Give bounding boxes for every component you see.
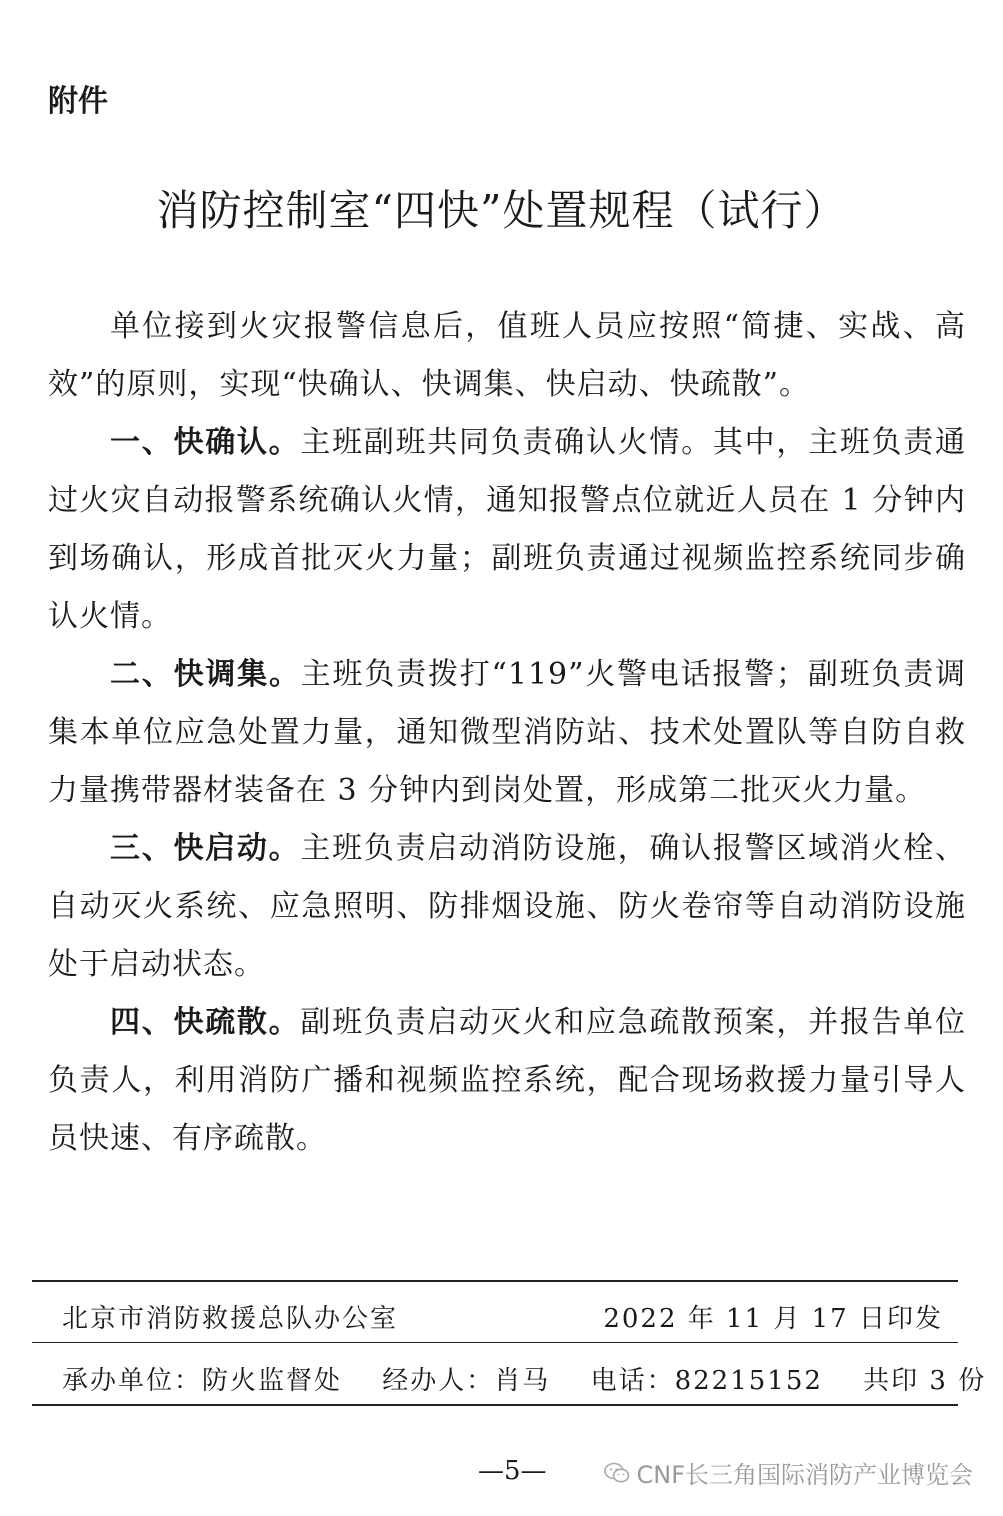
paragraph-text: 主班副班共同负责确认火情。其中，主班负责通过火灾自动报警系统确认火情，通知报警点位就近人员在 1 分钟内到场确认，形成首批灭火力量；副班负责通过视频监控系统同步确认火情。 (48, 425, 967, 634)
paragraph-heading: 四、快疏散。 (110, 1005, 301, 1040)
contact-handler: 经办人：肖马 (382, 1366, 551, 1396)
paragraph-heading: 二、快调集。 (110, 657, 301, 692)
footer-rule-middle (32, 1342, 958, 1343)
watermark (604, 1455, 973, 1490)
paragraph-heading: 三、快启动。 (110, 831, 301, 866)
contact-copies: 共印 3 份 (863, 1366, 987, 1396)
paragraph-intro (48, 298, 966, 414)
issued-date: 2022 年 11 月 17 日印发 (603, 1304, 943, 1334)
footer-rule-top (32, 1280, 958, 1282)
paragraph-text: 单位接到火灾报警信息后，值班人员应按照“简捷、实战、高效”的原则，实现“快确认、快调集、快启动、快疏散”。 (48, 309, 966, 402)
paragraph-dispatch (48, 646, 966, 820)
paragraph-text: 副班负责启动灭火和应急疏散预案，并报告单位负责人，利用消防广播和视频监控系统，配合现场救援力量引导人员快速、有序疏散。 (48, 1005, 967, 1156)
footer-rule-bottom (32, 1404, 958, 1406)
paragraph-heading: 一、快确认。 (110, 425, 301, 460)
document-body (48, 298, 966, 1168)
page-number: —5— (478, 1456, 547, 1486)
contact-line (62, 1360, 1003, 1397)
paragraph-text: 主班负责启动消防设施，确认报警区域消火栓、自动灭火系统、应急照明、防排烟设施、防火卷帘等自动消防设施处于启动状态。 (48, 831, 967, 982)
wechat-icon (604, 1462, 630, 1484)
paragraph-text: 主班负责拨打“119”火警电话报警；副班负责调集本单位应急处置力量，通知微型消防站、技术处置队等自防自救力量携带器材装备在 3 分钟内到岗处置，形成第二批灭火力量。 (48, 657, 966, 808)
contact-phone: 电话：82215152 (590, 1366, 823, 1396)
watermark-text: CNF长三角国际消防产业博览会 (636, 1461, 973, 1489)
paragraph-evacuate (48, 994, 966, 1168)
document-title: 消防控制室“四快”处置规程（试行） (156, 186, 847, 235)
paragraph-activate (48, 820, 966, 994)
attachment-label: 附件 (48, 84, 108, 119)
paragraph-confirm (48, 414, 966, 646)
contact-unit: 承办单位：防火监督处 (62, 1366, 343, 1396)
issuer: 北京市消防救援总队办公室 (62, 1304, 399, 1334)
